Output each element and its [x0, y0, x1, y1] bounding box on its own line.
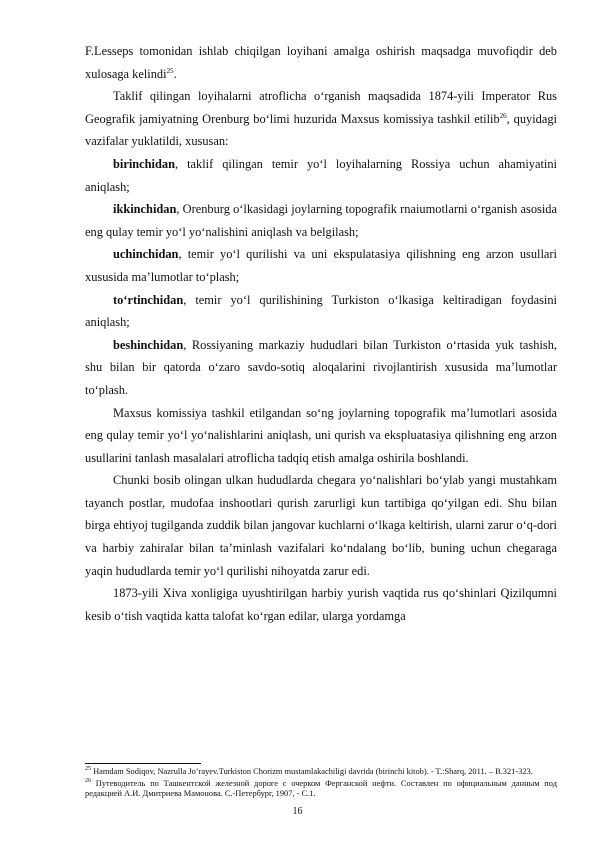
- footnote-ref-25: 25: [166, 66, 174, 75]
- footnote-text: Hamdam Sodiqov, Nazrulla Jo‘rayev.Turkiston Chorizm mustamlakachiligi davrida (birinchi kitob). - T.:Sharq, 2011. – B.321-323.: [91, 767, 533, 776]
- list-item-1: [85, 153, 557, 198]
- footnote-number: 26: [85, 777, 91, 784]
- paragraph-4: Chunki bosib olingan ulkan hududlarda chegara yo‘nalishlari bo‘ylab yangi mustahkam tayanch postlar, mudofaa inshootlari qurish zarurligi kun tartibiga qo‘yilgan edi. Shu bilan birga ehtiyoj tugilganda zuddik bilan jangovar kuchlarni o‘lkaga keltirish, ularni zarur o‘q-dori va harbiy zahiralar bilan ta’minlash vazifalari ko‘ndalang bo‘lib, buning uchun chegaraga yaqin hududlarda temir yo‘l qurilishi nihoyatda zarur edi.: [85, 473, 557, 578]
- page-number: 16: [292, 806, 303, 817]
- list-item-5: [85, 334, 557, 402]
- footnote-text: Путеводитель по Ташкентской железной дороге с очерком Ферганской нефти. Составлен по официальным данным под редакцией А.И. Дмитриева Мамонова. С.-Петербург, 1907, - С.1.: [85, 778, 557, 799]
- paragraph-1: [85, 40, 557, 85]
- footnote-number: 25: [85, 766, 91, 773]
- footnotes: [85, 767, 557, 801]
- paragraph-tail: , quyidagi vazifalar yuklatildi, xususan:: [85, 111, 557, 149]
- paragraph-5: 1873-yili Xiva xonligiga uyushtirilgan harbiy yurish vaqtida rus qo‘shinlari Qizilqumni kesib o‘tish vaqtida katta talofat ko‘rgan edilar, ularga yordamga: [85, 586, 557, 623]
- list-item-keyword: beshinchidan: [113, 337, 184, 352]
- list-item-keyword: to‘rtinchidan: [113, 292, 184, 307]
- list-item-text: , temir yo‘l qurilishi va uni ekspulatasiya qilishning eng arzon usullari xususida ma’lumotlar to‘plash;: [85, 247, 557, 284]
- list-item-text: , Orenburg o‘lkasidagi joylarning topografik rnaiumotlarni o‘rganish asosida eng qulay temir yo‘l yo‘nalishini aniqlash va belgilash;: [85, 202, 557, 239]
- body-text: [85, 40, 557, 627]
- list-item-text: , taklif qilingan temir yo‘l loyihalarning Rossiya uchun ahamiyatini aniqlash;: [85, 156, 557, 194]
- list-item-keyword: ikkinchidan: [113, 202, 177, 217]
- paragraph-text: Taklif qilingan loyihalarni atroflicha o‘rganish maqsadida 1874-yili Imperator Rus Geografik jamiyatning Orenburg bo‘limi huzurida Maxsus komissiya tashkil etilib: [85, 89, 557, 126]
- list-item-text: , Rossiyaning markaziy hududlari bilan Turkiston o‘rtasida yuk tashish, shu bilan bir qatorda o‘zaro savdo-sotiq aloqalarini rivojlantirish xususida ma’lumotlar to‘plash.: [85, 337, 557, 397]
- paragraph-tail: .: [173, 66, 177, 81]
- footnote-25: [85, 767, 557, 778]
- paragraph-3: Maxsus komissiya tashkil etilgandan so‘ng joylarning topografik ma’lumotlari asosida eng qulay temir yo‘l yo‘nalishlarini aniqlash, uni qurish va ekspluatasiya qilishning eng arzon usullarini tanlash masalalari atroflicha tadqiq etish amalga oshirila boshlandi.: [85, 405, 557, 465]
- footnote-divider: [85, 763, 201, 764]
- list-item-keyword: uchinchidan: [113, 247, 179, 262]
- footnote-ref-26: 26: [499, 111, 507, 120]
- list-item-3: [85, 243, 557, 288]
- paragraph-text: F.Lesseps tomonidan ishlab chiqilgan loyihani amalga oshirish maqsadga muvofiqdir deb xulosaga kelindi: [85, 44, 557, 81]
- list-item-text: , temir yo‘l qurilishining Turkiston o‘lkasiga keltiradigan foydasini aniqlash;: [85, 292, 557, 330]
- list-item-4: [85, 289, 557, 334]
- list-item-2: [85, 198, 557, 243]
- list-item-keyword: birinchidan: [113, 156, 175, 171]
- paragraph-2: [85, 85, 557, 153]
- footnote-26: [85, 779, 557, 800]
